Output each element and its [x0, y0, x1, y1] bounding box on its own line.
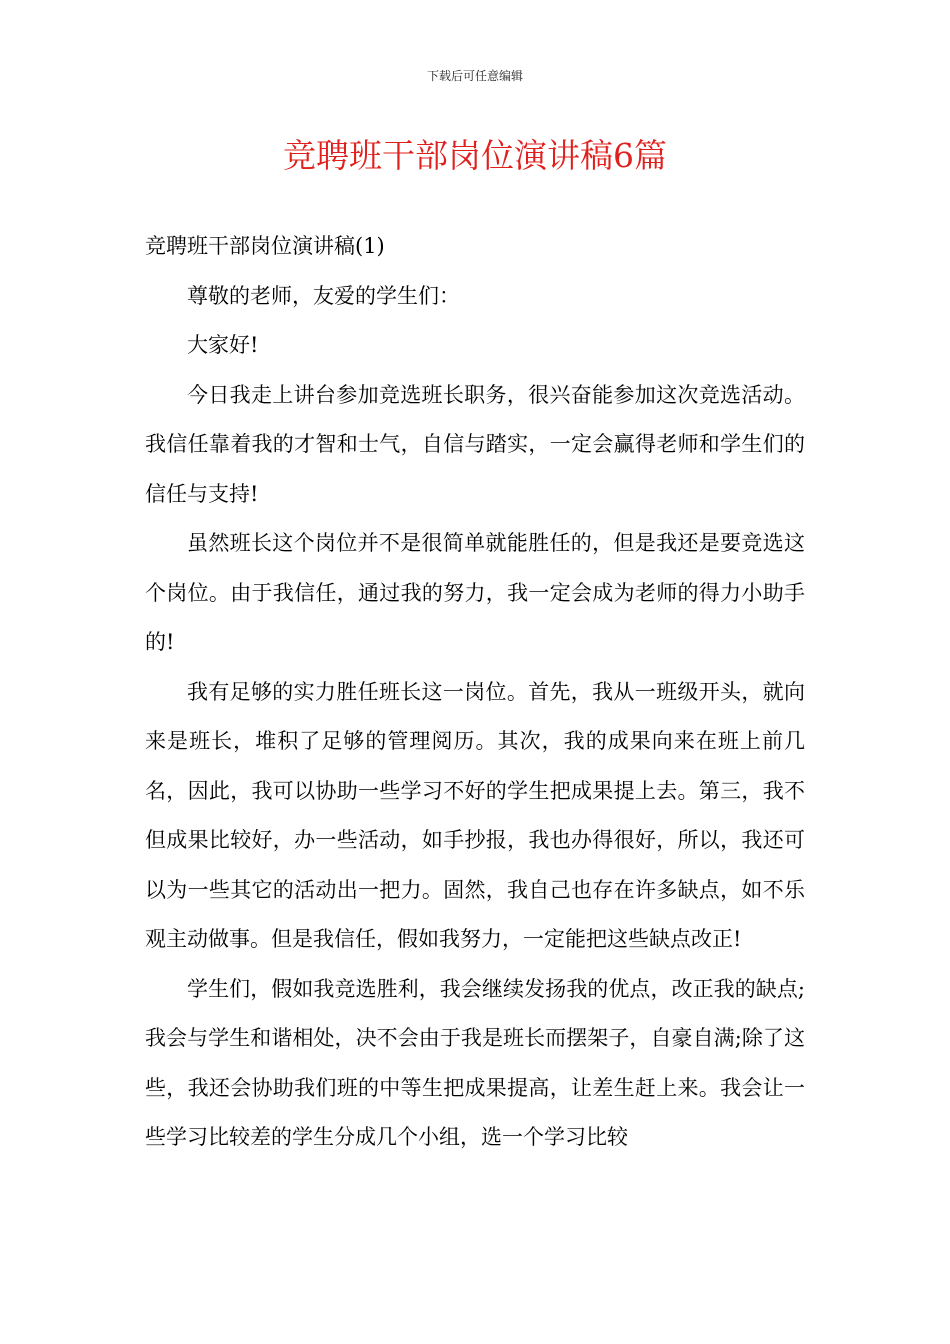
paragraph-determination: 虽然班长这个岗位并不是很简单就能胜任的，但是我还是要竞选这个岗位。由于我信任，通过我的努力，我一定会成为老师的得力小助手的! [145, 531, 805, 654]
paragraph-intro: 今日我走上讲台参加竞选班长职务，很兴奋能参加这次竞选活动。我信任靠着我的才智和士气，自信与踏实，一定会赢得老师和学生们的信任与支持! [145, 382, 805, 506]
paragraph-promises: 学生们，假如我竞选胜利，我会继续发扬我的优点，改正我的缺点;我会与学生和谐相处，决不会由于我是班长而摆架子，自豪自满;除了这些，我还会协助我们班的中等生把成果提高，让差生赶上来。我会让一些学习比较差的学生分成几个小组，选一个学习比较 [145, 976, 805, 1149]
document-title: 竞聘班干部岗位演讲稿6篇 [283, 136, 667, 175]
paragraph-salutation: 尊敬的老师，友爱的学生们： [187, 283, 460, 308]
section-heading: 竞聘班干部岗位演讲稿(1) [145, 234, 385, 258]
paragraph-qualifications: 我有足够的实力胜任班长这一岗位。首先，我从一班级开头，就向来是班长，堆积了足够的管理阅历。其次，我的成果向来在班上前几名，因此，我可以协助一些学习不好的学生把成果提上去。第三，我不但成果比较好，办一些活动，如手抄报，我也办得很好，所以，我还可以为一些其它的活动出一把力。固然，我自己也存在许多缺点，如不乐观主动做事。但是我信任，假如我努力，一定能把这些缺点改正! [145, 679, 805, 951]
header-note: 下载后可任意编辑 [426, 69, 523, 83]
document-body [145, 222, 805, 1163]
paragraph-greeting: 大家好! [187, 333, 259, 357]
